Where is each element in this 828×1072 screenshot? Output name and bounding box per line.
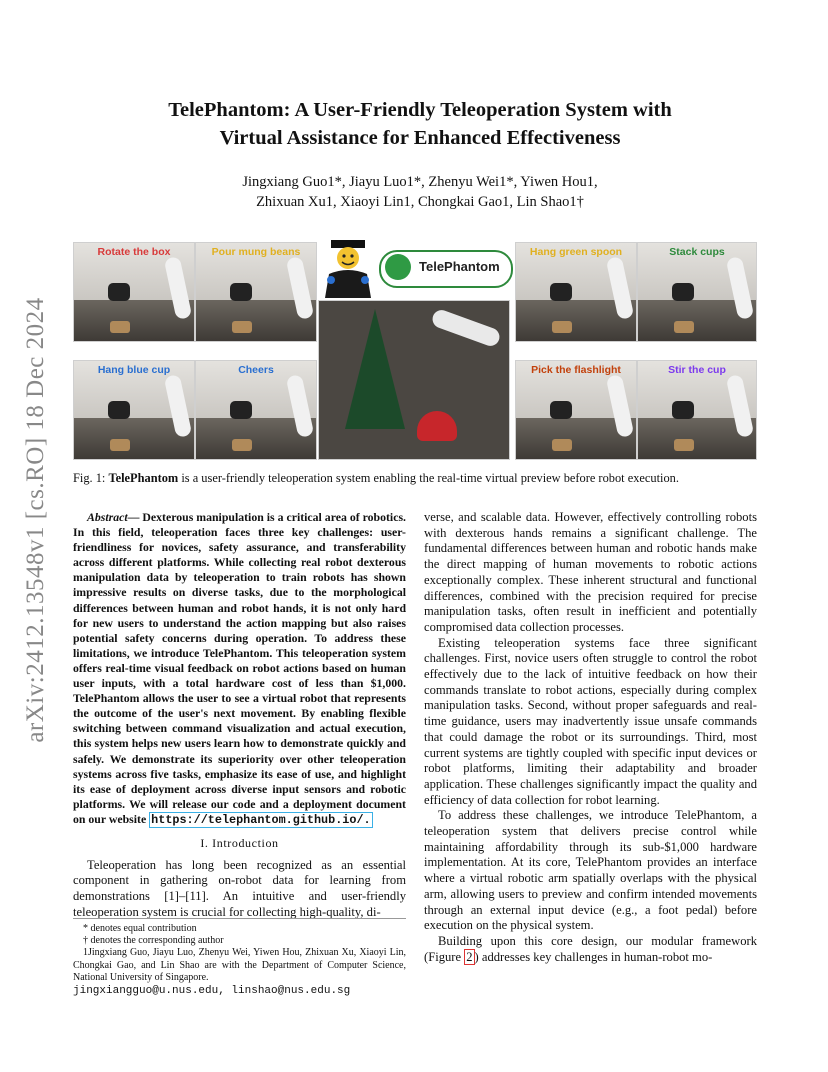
christmas-tree-icon [345, 309, 405, 429]
figure-2-reference-link[interactable]: 2 [466, 949, 473, 964]
title-line-1: TelePhantom: A User-Friendly Teleoperation System with [168, 99, 672, 121]
footnote-affiliation: 1Jingxiang Guo, Jiayu Luo, Zhenyu Wei, Yiwen Hou, Zhixuan Xu, Xiaoyi Lin, Chongkai Gao, and Lin Shao are with the Department of Computer Science, National University of Singapore. [73, 947, 406, 983]
panel-label: Pick the flashlight [531, 364, 621, 376]
panel-label: Stir the cup [668, 364, 726, 376]
footnote-corresponding-author: † denotes the corresponding author [83, 935, 224, 947]
panel-label: Hang green spoon [529, 246, 623, 258]
intro-paragraph-1: Teleoperation has long been recognized as an essential component in gathering on-robot data for learning from demonstrations [1]–[11]. An intuitive and user-friendly teleoperation system is crucial for collecting high-quality, di- [73, 857, 406, 919]
left-column [73, 510, 406, 920]
robot-arm-shape [430, 308, 502, 349]
caption-bold: TelePhantom [108, 471, 179, 485]
task-panel-rotate-box [73, 242, 195, 342]
authors-line-2: Zhixuan Xu1, Xiaoyi Lin1, Chongkai Gao1, Lin Shao1† [256, 194, 584, 210]
paper-title [100, 96, 740, 152]
title-line-2: Virtual Assistance for Enhanced Effectiveness [219, 127, 621, 149]
panel-label: Stack cups [669, 246, 725, 258]
right-paragraph-4-end: ) addresses key challenges in human-robot mo- [474, 949, 713, 964]
logo-text: TelePhantom [419, 259, 500, 274]
footnotes [73, 918, 406, 997]
panel-label: Hang blue cup [97, 364, 171, 376]
author-emails: jingxiangguo@u.nus.edu, linshao@nus.edu.sg [73, 985, 351, 998]
arxiv-sidebar [16, 280, 56, 760]
phantom-mascot-icon [385, 254, 411, 280]
authors-line-1: Jingxiang Guo1*, Jiayu Luo1*, Zhenyu Wei1*, Yiwen Hou1, [242, 174, 598, 190]
right-column [424, 510, 757, 965]
arxiv-identifier: arXiv:2412.13548v1 [cs.RO] 18 Dec 2024 [22, 297, 49, 743]
panel-label: Cheers [238, 364, 274, 376]
santa-hat-icon [417, 411, 457, 441]
abstract: Abstract— Dexterous manipulation is a critical area of robotics. In this field, teleoperation faces three key challenges: user-friendliness for novices, safety assurance, and transferability across different platforms. While collecting real robot dexterous manipulation data by teleoperation to train robots has shown impressive results on diverse tasks, due to the morphological differences between human and robot hands, it is not only hard for new users to understand the action mapping but also raises potential safety concerns during operation. To address these limitations, we introduce TelePhantom. This teleoperation system offers real-time visual feedback on robot actions based on human user inputs, with a total hardware cost of less than $1,000. TelePhantom allows the user to see a virtual robot that represents the outcome of the user's next movement. By enabling flexible switching between command visualization and actual execution, this system helps new users learn how to demonstrate quickly and safely. We demonstrate its superiority over other teleoperation systems across five tasks, emphasize its ease of use, and highlight its ease of deployment across diverse input sensors and robotic platforms. We will release our code and a deployment document on our website https://telephantom.github.io/. [73, 510, 406, 827]
right-paragraph-1: verse, and scalable data. However, effectively controlling robots with dexterous hands remains a significant challenge. The fundamental differences between human and robotic hands make the direct mapping of human movements to robotic actions exceptionally complex. These inherent structural and functional differences, combined with the precision required for precise manipulation tasks, often result in inefficient and potentially compromised data collection processes. [424, 510, 757, 634]
right-paragraph-4-start: Building upon this core design, our modular framework (Figure [424, 933, 757, 964]
right-paragraph-3: To address these challenges, we introduce TelePhantom, a teleoperation system that delivers precise control while maintaining affordability through its sub-$1,000 hardware implementation. At its core, TelePhantom provides an interface where a virtual robotic arm spatially overlaps with the physical arm, allowing users to preview and confirm intended movements through an external input device (e.g., a foot pedal) before execution on the physical system. [424, 808, 757, 933]
abstract-label: Abstract [87, 510, 128, 524]
task-panel-pick-flashlight [515, 360, 637, 460]
right-paragraph-2: Existing teleoperation systems face three significant challenges. First, novice users often struggle to control the robot effectively due to the lack of intuitive feedback on how their commands translate to robot actions, especially during complex manipulation tasks. Second, without proper safeguards and real-time guidance, users may inadvertently issue unsafe commands that could damage the robot or its surroundings. Third, most current systems are tightly coupled with specific input devices or robot platforms, limiting their adaptability and broader application. These challenges significantly impact the quality and efficiency of data collection for robot learning. [424, 635, 757, 807]
abstract-text: Dexterous manipulation is a critical area of robotics. In this field, teleoperation faces three key challenges: user-friendliness for novices, safety assurance, and transferability across different platforms. While collecting real robot dexterous manipulation data by teleoperation to train robots has shown impressive results on diverse tasks, due to the morphological differences between human and robot hands, it is not only hard for new users to understand the action mapping but also raises potential safety concerns during operation. To address these limitations, we introduce TelePhantom. This teleoperation system offers real-time visual feedback on robot actions based on human user inputs, with a total hardware cost of less than $1,000. TelePhantom allows the user to see a virtual robot that represents the outcome of the user's next movement. By enabling flexible switching between command visualization and actual execution, this system helps new users learn how to demonstrate quickly and safely. We demonstrate its superiority over other teleoperation systems across five tasks, emphasize its ease of use, and highlight its ease of deployment across diverse input sensors and robotic platforms. We will release our code and a deployment document on our website [73, 510, 406, 826]
caption-label: Fig. 1: [73, 471, 106, 485]
author-list [100, 172, 740, 212]
website-link[interactable]: https://telephantom.github.io/. [151, 812, 371, 827]
right-paragraph-4 [424, 934, 757, 965]
human-operator-icon [319, 240, 377, 298]
task-panel-hang-blue-cup [73, 360, 195, 460]
section-heading-introduction: I. Introduction [200, 835, 279, 850]
figure-1 [73, 238, 755, 460]
panel-label: Pour mung beans [211, 246, 301, 258]
telephantom-logo [379, 250, 513, 288]
task-panel-hang-green-spoon [515, 242, 637, 342]
task-panel-cheers [195, 360, 317, 460]
center-demo-image [318, 300, 510, 460]
footnote-equal-contribution: * denotes equal contribution [83, 923, 197, 934]
caption-text: is a user-friendly teleoperation system enabling the real-time virtual preview before robot execution. [178, 471, 679, 485]
figure-caption [73, 470, 763, 486]
task-panel-pour-mung-beans [195, 242, 317, 342]
task-panel-stir-cup [637, 360, 757, 460]
task-panel-stack-cups [637, 242, 757, 342]
panel-label: Rotate the box [97, 246, 171, 258]
